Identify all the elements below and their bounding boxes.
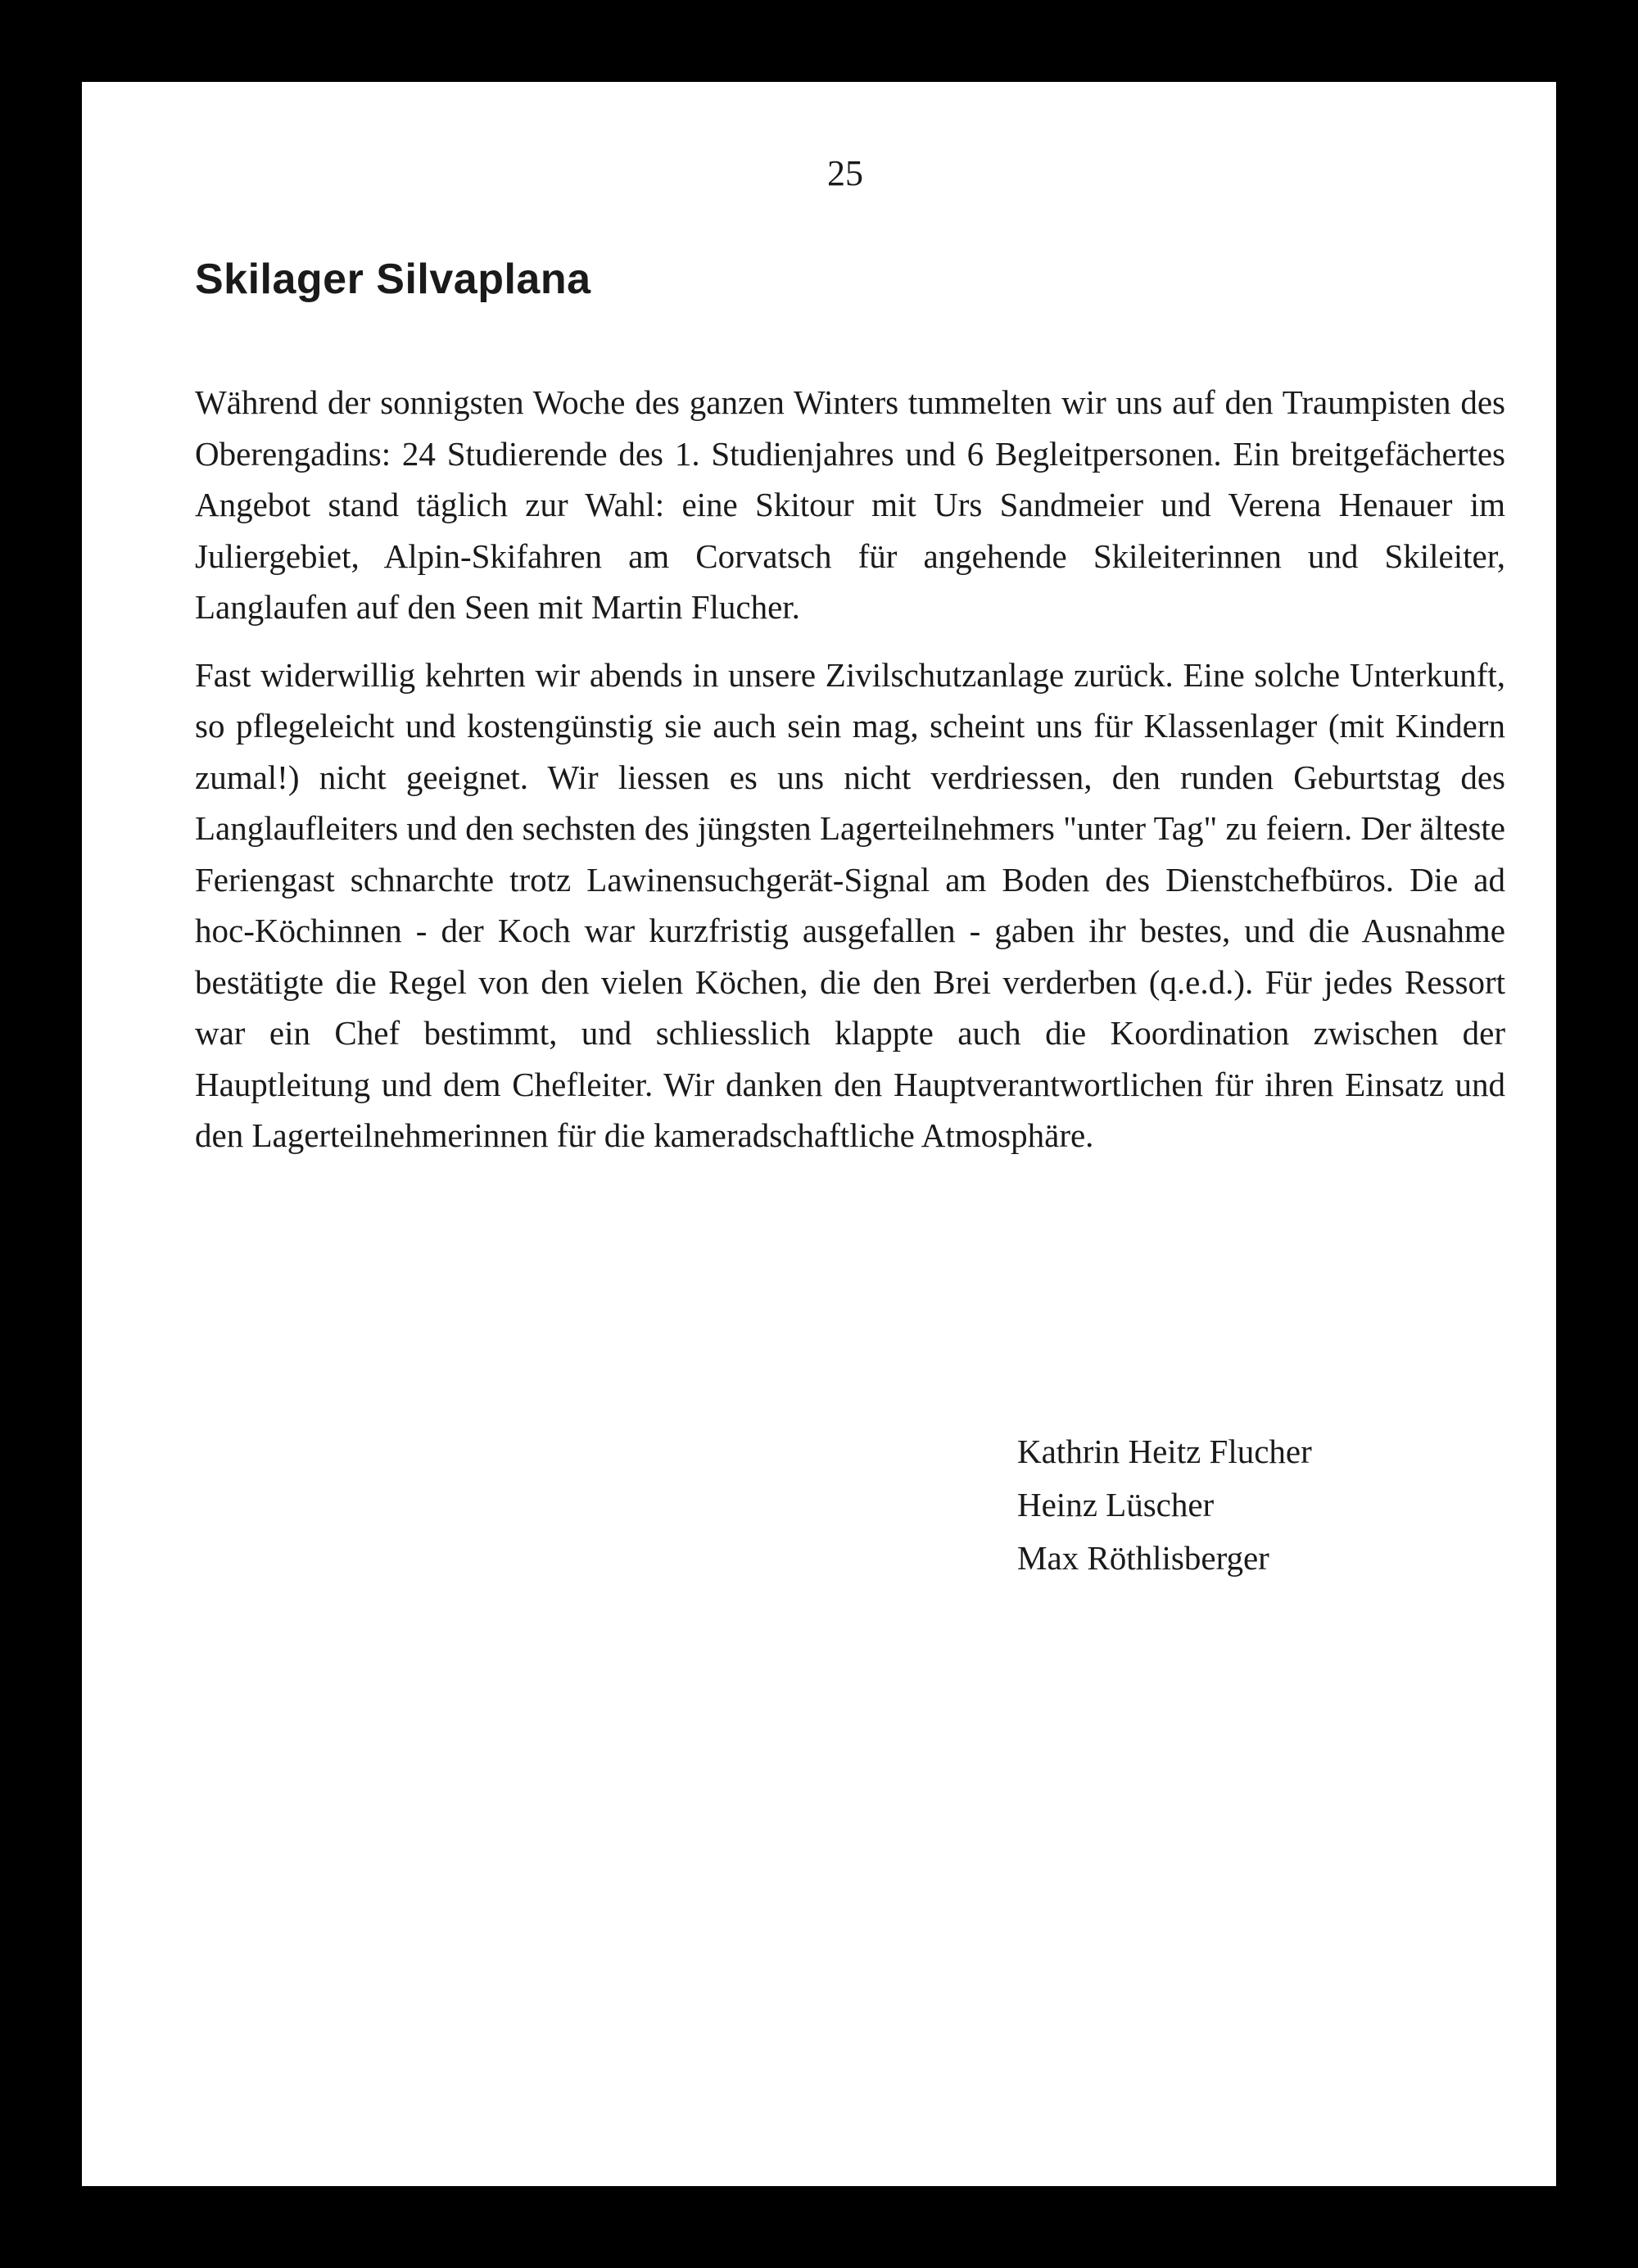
- document-page: [82, 82, 1556, 2186]
- signature-name: Max Röthlisberger: [1017, 1539, 1269, 1577]
- signature-block: [1017, 1425, 1312, 1585]
- signature-name: Kathrin Heitz Flucher: [1017, 1433, 1312, 1470]
- page-number: 25: [827, 153, 863, 193]
- paragraph-1: Während der sonnigsten Woche des ganzen Winters tummelten wir uns auf den Traumpisten des Oberengadins: 24 Studierende des 1. Studienjahres und 6 Begleitpersonen. Ein breitgefächertes Angebot stand täglich zur Wahl: eine Skitour mit Urs Sandmeier und Verena Henauer im Juliergebiet, Alpin-Skifahren am Corvatsch für angehende Skileiterinnen und Skileiter, Langlaufen auf den Seen mit Martin Flucher.: [195, 383, 1505, 626]
- article-body: [195, 377, 1505, 1178]
- page-title: Skilager Silvaplana: [195, 256, 591, 303]
- signature-name: Heinz Lüscher: [1017, 1486, 1215, 1523]
- paragraph-2: Fast widerwillig kehrten wir abends in unsere Zivilschutzanlage zurück. Eine solche Unterkunft, so pflegeleicht und kostengünstig sie auch sein mag, scheint uns für Klassenlager (mit Kindern zumal!) nicht geeignet. Wir liessen es uns nicht verdriessen, den runden Geburtstag des Langlaufleiters und den sechsten des jüngsten Lagerteilnehmers "unter Tag" zu feiern. Der älteste Feriengast schnarchte trotz Lawinensuchgerät-Signal am Boden des Dienstchefbüros. Die ad hoc-Köchinnen - der Koch war kurzfristig ausgefallen - gaben ihr bestes, und die Ausnahme bestätigte die Regel von den vielen Köchen, die den Brei verderben (q.e.d.). Für jedes Ressort war ein Chef bestimmt, und schliesslich klappte auch die Koordination zwischen der Hauptleitung und dem Chefleiter. Wir danken den Hauptverantwortlichen für ihren Einsatz und den Lagerteilnehmerinnen für die kameradschaftliche Atmosphäre.: [195, 655, 1505, 1154]
